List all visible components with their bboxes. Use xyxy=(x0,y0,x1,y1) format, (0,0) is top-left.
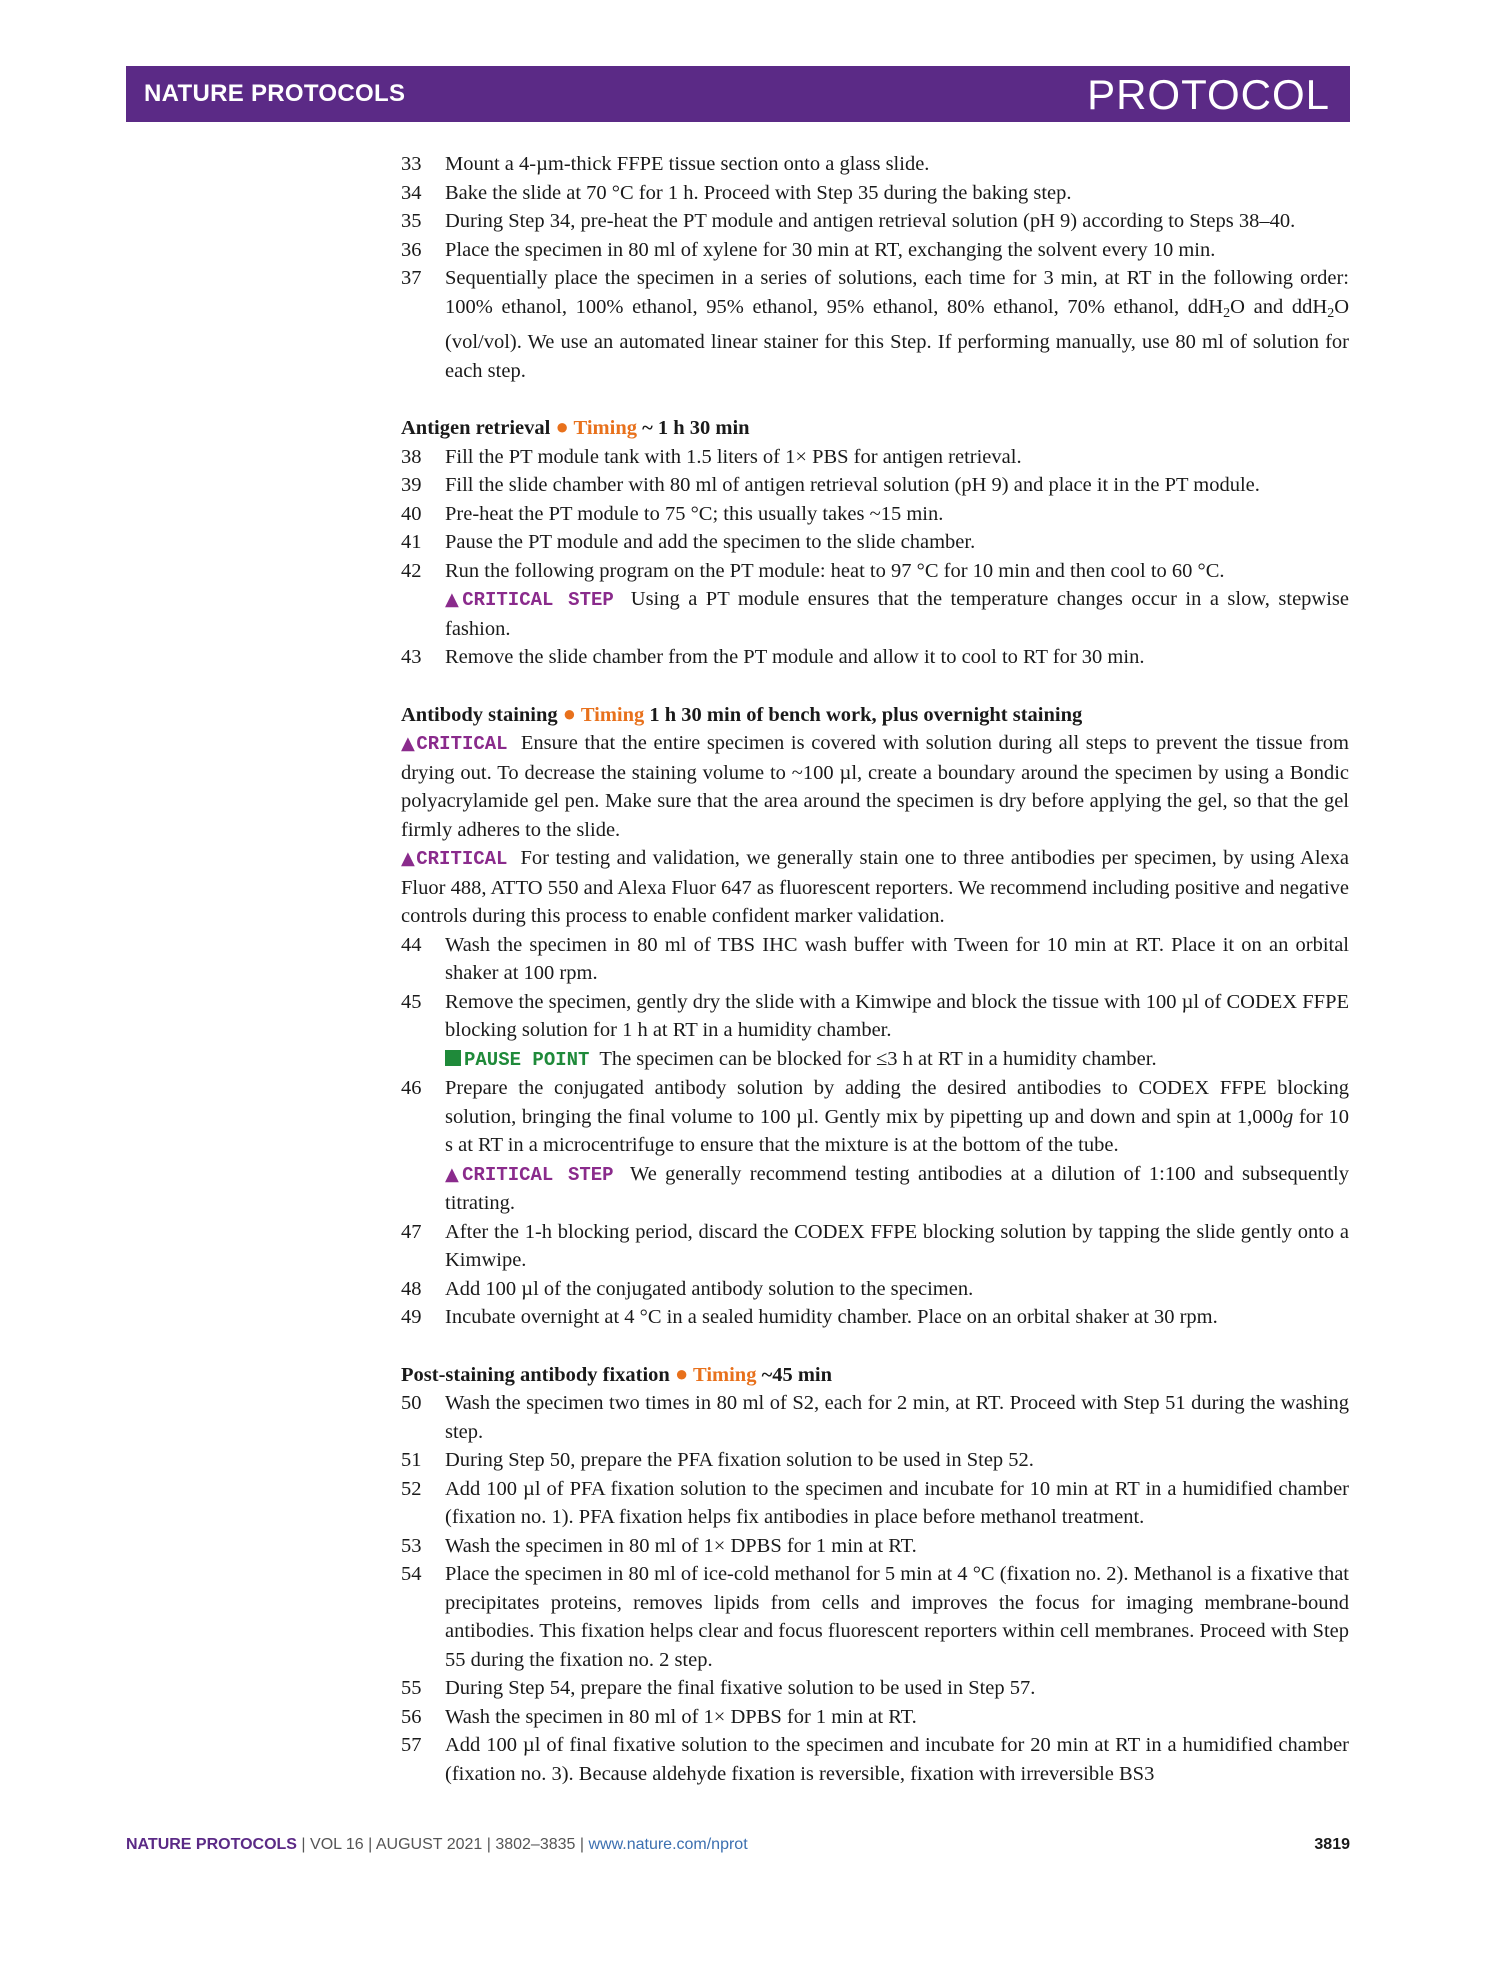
critical-step-label xyxy=(445,1164,614,1186)
step-number: 47 xyxy=(401,1220,422,1243)
procedure-step xyxy=(401,1074,1349,1218)
step-text-part: for 10 s at RT in a microcentrifuge to ensure that the mixture is at the bottom of the tube. xyxy=(445,1105,1350,1156)
step-number: 50 xyxy=(401,1392,422,1414)
step-number: 37 xyxy=(401,267,422,289)
timing-dot-icon: ● xyxy=(674,1360,689,1386)
section-heading-antibody-staining xyxy=(401,700,1349,730)
step-text-part: Remove the specimen, gently dry the slide with a Kimwipe and block the tissue with 100 µl of CODEX FFPE blocking solution for 1 h at RT in a humidity chamber. xyxy=(445,990,1349,1041)
footer-citation xyxy=(126,1836,748,1854)
critical-label-text: CRITICAL xyxy=(416,848,508,870)
warning-triangle-icon: ▲ xyxy=(401,733,417,754)
procedure-step xyxy=(401,150,1349,179)
step-text-part: Run the following program on the PT module: heat to 97 °C for 10 min and then cool to 60 °C. xyxy=(445,559,1225,582)
procedure-step xyxy=(401,1475,1349,1532)
critical-step-text: CRITICAL STEP xyxy=(462,1163,614,1186)
step-number: 35 xyxy=(401,210,422,232)
procedure-step xyxy=(401,1532,1349,1561)
procedure-step xyxy=(401,471,1349,500)
procedure-step xyxy=(401,1731,1349,1788)
critical-step-note: We generally recommend testing antibodies at a dilution of 1:100 and subsequently titrating. xyxy=(445,1162,1349,1214)
page-header xyxy=(126,66,1350,122)
step-number: 49 xyxy=(401,1306,422,1328)
footer-separator: | xyxy=(363,1836,376,1853)
section-title: Antibody staining xyxy=(401,703,558,726)
procedure-step xyxy=(401,931,1349,988)
step-number: 56 xyxy=(401,1705,422,1728)
step-number: 33 xyxy=(401,153,422,175)
step-number: 44 xyxy=(401,933,422,956)
section-title: Antigen retrieval xyxy=(401,417,551,439)
critical-note xyxy=(401,844,1349,931)
procedure-step xyxy=(401,236,1349,265)
footer-volume: VOL 16 xyxy=(310,1836,364,1853)
step-text-part: O and ddH xyxy=(1230,295,1328,318)
critical-step-note: Using a PT module ensures that the temperature changes occur in a slow, stepwise fashion. xyxy=(445,588,1350,640)
footer-date: AUGUST 2021 xyxy=(375,1836,483,1853)
step-number: 41 xyxy=(401,531,422,553)
step-text: Add 100 µl of PFA fixation solution to the specimen and incubate for 10 min at RT in a humidified chamber (fixation no. 1). PFA fixation helps fix antibodies in place before methanol treatment. xyxy=(445,1477,1349,1528)
step-text: After the 1-h blocking period, discard the CODEX FFPE blocking solution by tapping the slide gently onto a Kimwipe. xyxy=(445,1220,1349,1271)
step-number: 55 xyxy=(401,1677,422,1699)
step-number: 54 xyxy=(401,1563,422,1585)
critical-step-text: CRITICAL STEP xyxy=(462,589,614,611)
procedure-step xyxy=(401,443,1349,472)
step-number: 42 xyxy=(401,559,422,582)
procedure-step xyxy=(401,643,1349,672)
footer-separator: | xyxy=(482,1836,496,1853)
timing-duration: ~ 1 h 30 min xyxy=(636,417,750,439)
warning-triangle-icon: ▲ xyxy=(401,848,417,869)
step-number: 57 xyxy=(401,1734,422,1756)
pause-point-note: The specimen can be blocked for ≤3 h at RT in a humidity chamber. xyxy=(599,1047,1157,1070)
section-heading-antigen-retrieval xyxy=(401,413,1349,443)
warning-triangle-icon: ▲ xyxy=(445,1163,463,1185)
step-text xyxy=(445,1074,1349,1218)
procedure-step xyxy=(401,1703,1349,1732)
section-title: Post-staining antibody fixation xyxy=(401,1363,670,1386)
article-type: PROTOCOL xyxy=(1087,71,1330,118)
pause-point-text: PAUSE POINT xyxy=(464,1048,590,1071)
pause-point-label xyxy=(445,1049,589,1071)
step-number: 51 xyxy=(401,1449,422,1471)
step-text: During Step 54, prepare the final fixative solution to be used in Step 57. xyxy=(445,1677,1036,1699)
step-text: Remove the slide chamber from the PT module and allow it to cool to RT for 30 min. xyxy=(445,646,1145,668)
step-text: Wash the specimen in 80 ml of 1× DPBS for 1 min at RT. xyxy=(445,1705,917,1728)
timing-dot-icon: ● xyxy=(562,700,577,726)
critical-label-text: CRITICAL xyxy=(416,733,508,755)
step-text xyxy=(445,988,1349,1075)
procedure-step xyxy=(401,1218,1349,1275)
step-text: Pre-heat the PT module to 75 °C; this usually takes ~15 min. xyxy=(445,502,944,525)
step-number: 36 xyxy=(401,238,422,261)
procedure-step xyxy=(401,1674,1349,1703)
step-number: 40 xyxy=(401,502,422,525)
step-number: 45 xyxy=(401,990,422,1013)
timing-dot-icon: ● xyxy=(555,414,569,439)
step-text: Fill the slide chamber with 80 ml of antigen retrieval solution (pH 9) and place it in the PT module. xyxy=(445,474,1260,496)
step-text: Add 100 µl of final fixative solution to the specimen and incubate for 20 min at RT in a humidified chamber (fixation no. 3). Because aldehyde fixation is reversible, fixation with irreversible BS3 xyxy=(445,1734,1349,1785)
step-text: Bake the slide at 70 °C for 1 h. Proceed with Step 35 during the baking step. xyxy=(445,181,1072,204)
footer-separator: | xyxy=(575,1836,589,1853)
timing-label: Timing xyxy=(573,417,637,439)
section-heading-post-staining-fixation xyxy=(401,1360,1349,1390)
warning-triangle-icon: ▲ xyxy=(445,589,463,610)
step-text: Wash the specimen two times in 80 ml of S2, each for 2 min, at RT. Proceed with Step 51 during the washing step. xyxy=(445,1392,1349,1443)
step-number: 34 xyxy=(401,181,422,204)
step-text: During Step 34, pre-heat the PT module and antigen retrieval solution (pH 9) according to Steps 38–40. xyxy=(445,210,1296,232)
critical-note-text: For testing and validation, we generally stain one to three antibodies per specimen, by using Alexa Fluor 488, ATTO 550 and Alexa Fluor 647 as fluorescent reporters. We recommend including positive and negative controls during this process to enable confident marker validation. xyxy=(401,847,1350,927)
procedure-step xyxy=(401,179,1349,208)
procedure-step xyxy=(401,988,1349,1075)
step-text-part: O (vol/vol). We use an automated linear stainer for this Step. If performing manually, use 80 ml of solution for each step. xyxy=(445,295,1349,382)
step-number: 46 xyxy=(401,1077,422,1099)
step-text xyxy=(445,264,1349,385)
step-text: During Step 50, prepare the PFA fixation solution to be used in Step 52. xyxy=(445,1449,1034,1471)
critical-label xyxy=(401,848,507,870)
procedure-step xyxy=(401,557,1349,644)
pause-square-icon xyxy=(445,1050,461,1066)
step-text: Fill the PT module tank with 1.5 liters of 1× PBS for antigen retrieval. xyxy=(445,445,1022,468)
step-text: Pause the PT module and add the specimen to the slide chamber. xyxy=(445,531,976,553)
step-number: 52 xyxy=(401,1477,422,1500)
subscript: 2 xyxy=(1327,305,1335,321)
step-text: Wash the specimen in 80 ml of TBS IHC wash buffer with Tween for 10 min at RT. Place it on an orbital shaker at 100 rpm. xyxy=(445,933,1349,984)
step-text xyxy=(445,557,1349,644)
step-text: Incubate overnight at 4 °C in a sealed humidity chamber. Place on an orbital shaker at 30 rpm. xyxy=(445,1306,1218,1328)
journal-name: NATURE PROTOCOLS xyxy=(144,80,406,107)
procedure-step xyxy=(401,207,1349,236)
timing-label: Timing xyxy=(693,1363,757,1386)
procedure-step xyxy=(401,1446,1349,1475)
page-content xyxy=(401,150,1349,1788)
procedure-step xyxy=(401,500,1349,529)
step-text: Wash the specimen in 80 ml of 1× DPBS for 1 min at RT. xyxy=(445,1534,917,1557)
critical-label xyxy=(401,733,508,755)
procedure-step xyxy=(401,264,1349,385)
footer-url-link[interactable]: www.nature.com/nprot xyxy=(588,1836,748,1853)
step-text: Add 100 µl of the conjugated antibody solution to the specimen. xyxy=(445,1277,974,1300)
step-text-part: Prepare the conjugated antibody solution by adding the desired antibodies to CODEX FFPE blocking solution, bringing the final volume to 100 µl. Gently mix by pipetting up and down and spin at 1,000 xyxy=(445,1077,1349,1128)
timing-label: Timing xyxy=(580,703,645,726)
step-number: 48 xyxy=(401,1277,422,1300)
procedure-step xyxy=(401,528,1349,557)
step-text-part: Sequentially place the specimen in a series of solutions, each time for 3 min, at RT in the following order: 100% ethanol, 100% ethanol, 95% ethanol, 95% ethanol, 80% ethanol, 70% ethanol, ddH xyxy=(445,267,1349,318)
unit-italic: g xyxy=(1282,1105,1294,1128)
page-number: 3819 xyxy=(1314,1836,1350,1853)
footer-journal: NATURE PROTOCOLS xyxy=(126,1836,297,1853)
critical-note xyxy=(401,729,1349,844)
procedure-step xyxy=(401,1389,1349,1446)
timing-duration: 1 h 30 min of bench work, plus overnight staining xyxy=(644,703,1083,726)
step-number: 43 xyxy=(401,646,422,668)
procedure-step xyxy=(401,1303,1349,1332)
footer-pages: 3802–3835 xyxy=(495,1836,576,1853)
critical-note-text: Ensure that the entire specimen is covered with solution during all steps to prevent the tissue from drying out. To decrease the staining volume to ~100 µl, create a boundary around the specimen by using a Bondic polyacrylamide gel pen. Make sure that the area around the specimen is dry before applying the gel, so that the gel firmly adheres to the slide. xyxy=(401,732,1350,841)
footer-separator: | xyxy=(296,1836,311,1853)
procedure-step xyxy=(401,1560,1349,1674)
step-number: 38 xyxy=(401,445,422,468)
procedure-step xyxy=(401,1275,1349,1304)
step-text: Mount a 4-µm-thick FFPE tissue section onto a glass slide. xyxy=(445,153,930,175)
timing-duration: ~45 min xyxy=(756,1363,833,1386)
critical-step-label xyxy=(445,589,614,611)
step-text: Place the specimen in 80 ml of ice-cold methanol for 5 min at 4 °C (fixation no. 2). Methanol is a fixative that precipitates proteins, removes lipids from cells and improves the focus for imaging membrane-bound antibodies. This fixation helps clear and focus fluorescent reporters within cell membranes. Proceed with Step 55 during the fixation no. 2 step. xyxy=(445,1563,1349,1671)
step-number: 39 xyxy=(401,474,422,496)
step-number: 53 xyxy=(401,1534,422,1557)
subscript: 2 xyxy=(1223,305,1231,321)
step-text: Place the specimen in 80 ml of xylene for 30 min at RT, exchanging the solvent every 10 min. xyxy=(445,238,1216,261)
